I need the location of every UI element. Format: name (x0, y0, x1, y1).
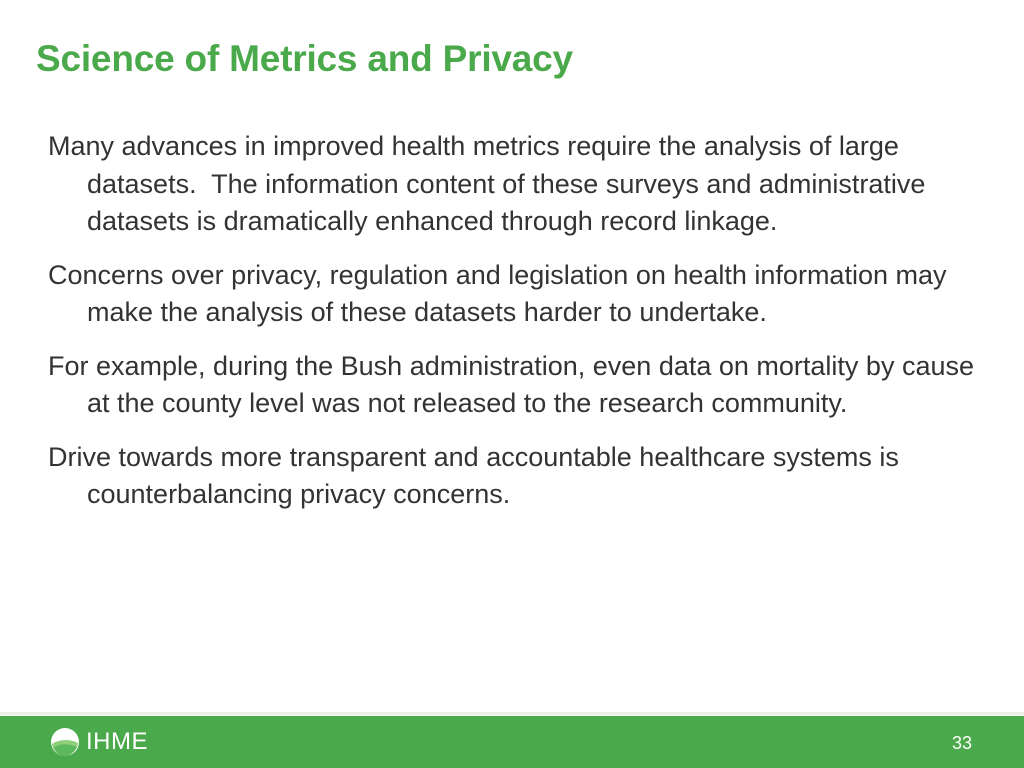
footer-divider (0, 712, 1024, 715)
page-number: 33 (951, 733, 972, 753)
ihme-leaf-icon (50, 727, 80, 757)
paragraph-transparency: Drive towards more transparent and accountable healthcare systems is counterbalancing privacy concerns. (48, 441, 907, 509)
body-text (48, 128, 988, 530)
ihme-logo (50, 727, 148, 757)
footer-bar (0, 716, 1024, 768)
paragraph-bush-example: For example, during the Bush administration, even data on mortality by cause at the county level was not released to the research community. (48, 350, 982, 418)
paragraph-record-linkage: Many advances in improved health metrics require the analysis of large datasets. The information content of these surveys and administrative datasets is dramatically enhanced through record linkage. (48, 131, 933, 236)
paragraph-privacy-concerns: Concerns over privacy, regulation and legislation on health information may make the analysis of these datasets harder to undertake. (48, 259, 955, 327)
logo-text: IHME (86, 728, 148, 755)
slide-title: Science of Metrics and Privacy (36, 38, 573, 79)
